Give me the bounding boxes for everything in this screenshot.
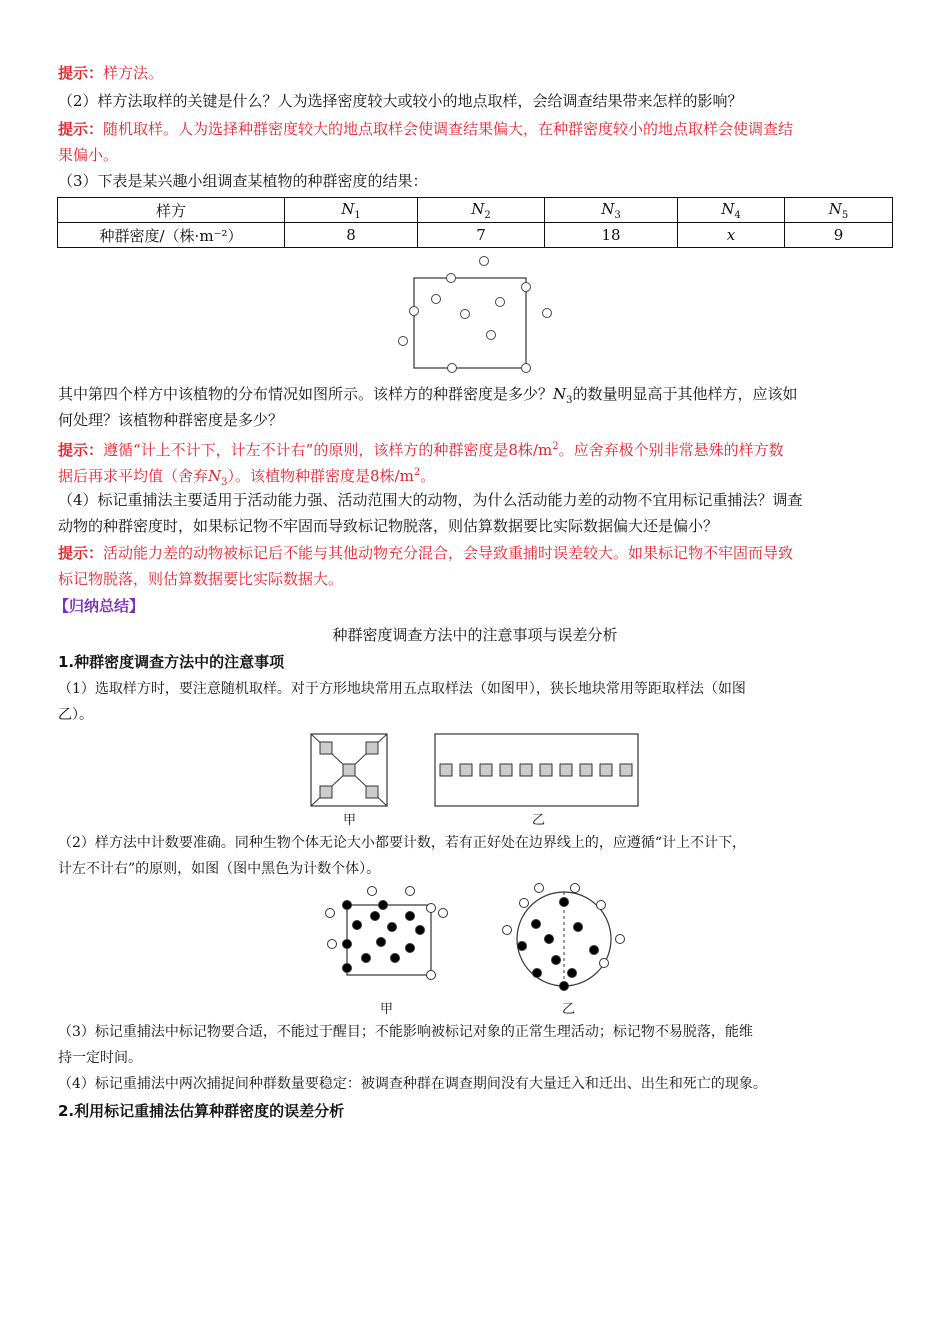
table-col-n4	[678, 198, 785, 223]
unit-sup: 2	[552, 441, 559, 452]
counted-dot	[590, 946, 599, 955]
counted-dot	[518, 942, 527, 951]
q2-answer-line2: 果偏小。	[58, 146, 119, 164]
counted-dot	[379, 901, 388, 910]
table-header-cell: 种群密度/（株·m⁻²）	[58, 223, 285, 248]
item2-line2: 计左不计右”的原则，如图（图中黑色为计数个体）。	[58, 861, 381, 877]
col-sub: 3	[614, 209, 621, 221]
n-sub: 3	[221, 477, 228, 488]
table-cell: 8	[285, 223, 418, 248]
sample-square	[480, 764, 492, 776]
item1-line1: （1）选取样方时，要注意随机取样。对于方形地块常用五点取样法（如图甲），狭长地块常用等距取样法（如图	[58, 681, 746, 697]
uncounted-dot	[571, 884, 580, 893]
table-cell: 18	[545, 223, 678, 248]
sample-square	[320, 742, 332, 754]
quadrat-frame	[347, 905, 431, 975]
uncounted-dot	[406, 887, 415, 896]
section1-heading: 1.种群密度调查方法中的注意事项	[58, 653, 285, 671]
counted-dot	[552, 956, 561, 965]
col-letter: N	[601, 199, 615, 218]
col-sub: 5	[841, 209, 849, 221]
counted-dot	[532, 920, 541, 929]
plant-dots	[399, 257, 552, 373]
plant-dot	[410, 307, 419, 316]
counted-dot	[533, 969, 542, 978]
sample-square	[320, 786, 332, 798]
sample-square	[620, 764, 632, 776]
density-table	[57, 197, 893, 248]
q3-intro: （3）下表是某兴趣小组调查某植物的种群密度的结果：	[58, 172, 428, 190]
table-header-cell: 样方	[58, 198, 285, 223]
individual-dots	[503, 884, 625, 991]
q3-answer-line2	[58, 463, 435, 493]
table-col-n1	[285, 198, 418, 223]
uncounted-dot	[600, 959, 609, 968]
item3-line1: （3）标记重捕法中标记物要合适，不能过于醒目；不能影响被标记对象的正常生理活动；标记物不易脱落，能维	[58, 1024, 753, 1040]
col-sub: 1	[354, 209, 361, 221]
uncounted-dot	[520, 899, 529, 908]
table-cell: 7	[418, 223, 545, 248]
q1-answer	[58, 63, 163, 83]
table-col-n5	[785, 198, 893, 223]
hint-label: 提示：	[58, 120, 104, 138]
q4-question-line2: 动物的种群密度时，如果标记物不牢固而导致标记物脱落，则估算数据要比实际数据偏大还是偏小？	[58, 517, 719, 535]
uncounted-dot	[368, 887, 377, 896]
table-row	[58, 198, 893, 223]
section2-heading: 2.利用标记重捕法估算种群密度的误差分析	[58, 1102, 345, 1120]
item3-line2: 持一定时间。	[58, 1050, 142, 1066]
counted-dot	[560, 898, 569, 907]
q3-answer-text: 。应舍弃极个别非常悬殊的样方数	[558, 441, 784, 459]
sample-square	[560, 764, 572, 776]
q1-answer-text: 样方法。	[103, 64, 164, 82]
q3-question-text: 的数量明显高于其他样方，应该如	[572, 385, 798, 403]
sample-square	[520, 764, 532, 776]
quadrat-frame	[414, 278, 526, 368]
uncounted-dot	[427, 971, 436, 980]
sample-square	[366, 786, 378, 798]
summary-title: 种群密度调查方法中的注意事项与误差分析	[332, 626, 618, 644]
counted-dot	[568, 969, 577, 978]
uncounted-dot	[616, 935, 625, 944]
q3-question-text: 其中第四个样方中该植物的分布情况如图所示。该样方的种群密度是多少？	[58, 385, 554, 403]
counted-dot	[406, 944, 415, 953]
plant-dot	[480, 257, 489, 266]
plant-dot	[496, 298, 505, 307]
item1-line2: 乙）。	[58, 707, 93, 723]
item2-line1: （2）样方法中计数要准确。同种生物个体无论大小都要计数，若有正好处在边界线上的，应遵循“计上不计下，	[58, 835, 747, 851]
uncounted-dot	[326, 909, 335, 918]
sample-square	[600, 764, 612, 776]
plant-dot	[447, 274, 456, 283]
plant-dot	[543, 309, 552, 318]
q4-answer-text: 活动能力差的动物被标记后不能与其他动物充分混合，会导致重捕时误差较大。如果标记物不牢固而导致	[103, 544, 794, 562]
q2-answer-text: 随机取样。人为选择种群密度较大的地点取样会使调查结果偏大，在种群密度较小的地点取样会使调查结	[103, 120, 794, 138]
summary-tag: 【归纳总结】	[54, 597, 145, 615]
item4-text: （4）标记重捕法中两次捕捉间种群数量要稳定：被调查种群在调查期间没有大量迁入和迁出、出生和死亡的现象。	[58, 1076, 767, 1092]
q2-question: （2）样方法取样的关键是什么？人为选择密度较大或较小的地点取样，会给调查结果带来怎样的影响？	[58, 92, 743, 110]
plant-dot	[487, 331, 496, 340]
col-letter: N	[828, 199, 842, 218]
table-cell: x	[678, 223, 785, 248]
table-col-n3	[545, 198, 678, 223]
sample-squares	[320, 742, 378, 798]
fig1-caption-a: 甲	[343, 813, 357, 828]
fig2-caption-a: 甲	[380, 1002, 394, 1017]
counted-dot	[416, 926, 425, 935]
col-letter: N	[341, 199, 355, 218]
plant-dot	[432, 295, 441, 304]
counted-dot	[371, 912, 380, 921]
q2-answer-line1	[58, 119, 793, 139]
counted-dot	[560, 982, 569, 991]
fig2-caption-b: 乙	[562, 1002, 576, 1017]
individual-dots	[326, 887, 448, 980]
q4-question-line1: （4）标记重捕法主要适用于活动能力强、活动范围大的动物，为什么活动能力差的动物不宜用标记重捕法？调查	[58, 491, 803, 509]
q3-answer-line1	[58, 437, 784, 460]
sample-square	[540, 764, 552, 776]
col-letter: N	[721, 199, 735, 218]
n-sub: 3	[566, 395, 573, 406]
q3-question-line2: 何处理？该植物种群密度是多少？	[58, 411, 284, 429]
uncounted-dot	[535, 884, 544, 893]
counting-rule-circle-figure	[496, 880, 626, 994]
table-col-n2	[418, 198, 545, 223]
q3-answer-text: 遵循“计上不计下，计左不计右”的原则，该样方的种群密度是8株/m	[103, 441, 553, 459]
uncounted-dot	[439, 909, 448, 918]
fig1-caption-b: 乙	[532, 813, 546, 828]
uncounted-dot	[427, 904, 436, 913]
q4-answer-line1	[58, 543, 793, 563]
col-sub: 2	[484, 209, 491, 221]
sample-square	[580, 764, 592, 776]
q3-answer-text: ）。该植物种群密度是8株/m	[227, 467, 414, 485]
n-symbol: N	[553, 385, 567, 403]
hint-label: 提示：	[58, 544, 104, 562]
q4-answer-line2: 标记物脱落，则估算数据要比实际数据大。	[58, 570, 344, 588]
q3-question-line1	[58, 384, 798, 411]
uncounted-dot	[503, 926, 512, 935]
hint-label: 提示：	[58, 64, 104, 82]
sample-square	[500, 764, 512, 776]
hint-label: 提示：	[58, 441, 104, 459]
counted-dot	[391, 954, 400, 963]
counted-dot	[343, 940, 352, 949]
plant-dot	[399, 337, 408, 346]
counted-dot	[353, 921, 362, 930]
sample-squares	[440, 764, 632, 776]
counting-rule-square-figure	[322, 882, 450, 994]
plant-dot	[522, 364, 531, 373]
plant-dot	[522, 283, 531, 292]
counted-dot	[388, 923, 397, 932]
sample-square	[343, 764, 355, 776]
quadrat-figure	[396, 254, 556, 374]
q3-answer-text: 据后再求平均值（舍弃	[58, 467, 209, 485]
table-row	[58, 223, 893, 248]
five-point-sampling-figure	[310, 733, 390, 808]
n-symbol: N	[208, 467, 222, 485]
col-letter: N	[471, 199, 485, 218]
q3-answer-text: 。	[420, 467, 436, 485]
counted-dot	[545, 935, 554, 944]
table-cell: 9	[785, 223, 893, 248]
plant-dot	[461, 310, 470, 319]
counted-dot	[406, 912, 415, 921]
plant-dot	[448, 364, 457, 373]
counted-dot	[574, 923, 583, 932]
counted-dot	[343, 964, 352, 973]
unit-sup: 2	[413, 467, 421, 478]
counted-dot	[377, 938, 386, 947]
col-sub: 4	[734, 209, 741, 221]
sample-square	[440, 764, 452, 776]
sample-square	[460, 764, 472, 776]
sample-square	[366, 742, 378, 754]
counted-dot	[343, 901, 352, 910]
uncounted-dot	[328, 940, 337, 949]
uncounted-dot	[597, 901, 606, 910]
counted-dot	[362, 954, 371, 963]
equidistant-sampling-figure	[434, 733, 640, 808]
